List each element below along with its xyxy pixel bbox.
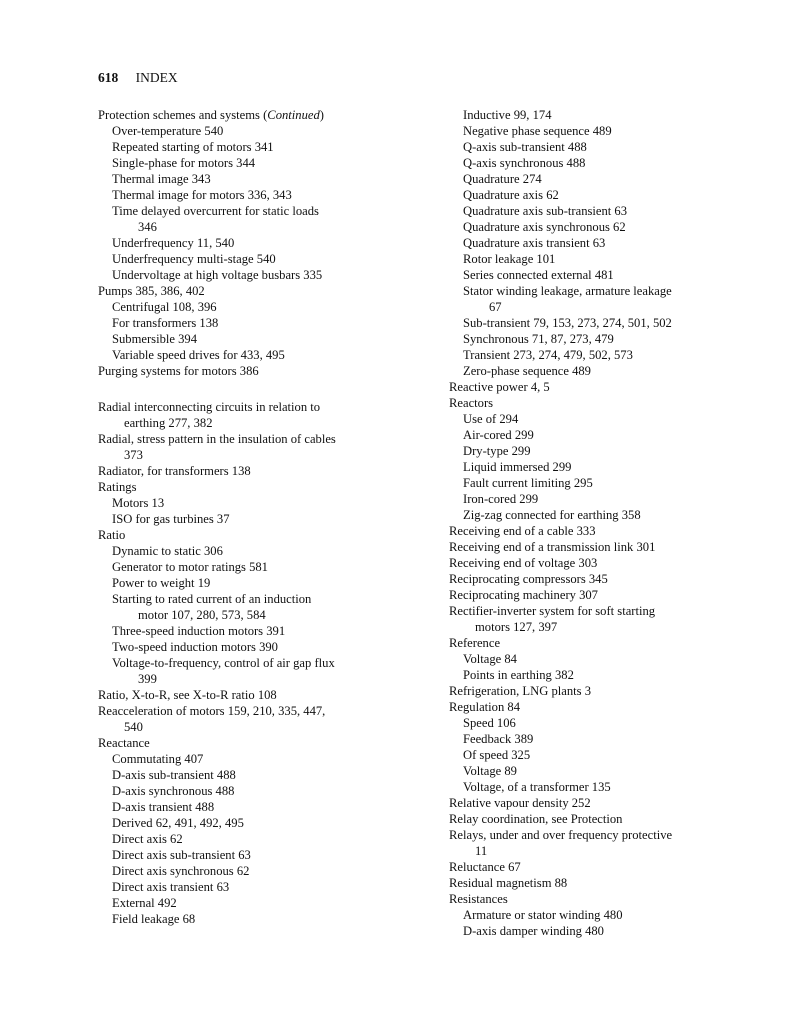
index-entry: Relays, under and over frequency protective xyxy=(449,828,673,842)
index-entry: Receiving end of a transmission link 301 xyxy=(449,540,656,554)
index-entry: Power to weight 19 xyxy=(112,576,211,590)
index-entry: Speed 106 xyxy=(463,716,516,730)
index-entry: Generator to motor ratings 581 xyxy=(112,560,268,574)
index-entry: For transformers 138 xyxy=(112,316,219,330)
index-entry: Reluctance 67 xyxy=(449,860,521,874)
index-entry: Direct axis sub-transient 63 xyxy=(112,848,251,862)
index-entry: Field leakage 68 xyxy=(112,912,196,926)
index-entry: Receiving end of voltage 303 xyxy=(449,556,598,570)
index-entry: Ratio xyxy=(98,528,126,542)
index-entry: Motors 13 xyxy=(112,496,165,510)
index-entry: 346 xyxy=(138,220,157,234)
index-entry: Fault current limiting 295 xyxy=(463,476,593,490)
index-entry: Two-speed induction motors 390 xyxy=(112,640,278,654)
index-entry: Rectifier-inverter system for soft starting xyxy=(449,604,656,618)
index-entry: Voltage-to-frequency, control of air gap flux xyxy=(112,656,335,670)
index-entry: D-axis damper winding 480 xyxy=(463,924,604,938)
index-entry: Resistances xyxy=(449,892,508,906)
index-entry: Series connected external 481 xyxy=(463,268,614,282)
index-entry: Reactors xyxy=(449,396,494,410)
index-entry: Direct axis 62 xyxy=(112,832,183,846)
index-entry: Regulation 84 xyxy=(449,700,521,714)
index-entry: Radiator, for transformers 138 xyxy=(98,464,251,478)
index-entry: Three-speed induction motors 391 xyxy=(112,624,286,638)
index-entry: 67 xyxy=(489,300,502,314)
index-entry: Reacceleration of motors 159, 210, 335, 447, xyxy=(98,704,326,718)
index-entry: 373 xyxy=(124,448,143,462)
index-entry: Underfrequency multi-stage 540 xyxy=(112,252,276,266)
index-entry: Relay coordination, see Protection xyxy=(449,812,623,826)
index-entry: External 492 xyxy=(112,896,177,910)
index-entry: Centrifugal 108, 396 xyxy=(112,300,217,314)
index-entry: Q-axis sub-transient 488 xyxy=(463,140,587,154)
index-entry: Thermal image for motors 336, 343 xyxy=(112,188,292,202)
index-entry: Reactance xyxy=(98,736,150,750)
index-entry: Stator winding leakage, armature leakage xyxy=(463,284,672,298)
index-entry: Submersible 394 xyxy=(112,332,198,346)
index-entry: 399 xyxy=(138,672,157,686)
index-entry: Armature or stator winding 480 xyxy=(463,908,623,922)
index-entry: 11 xyxy=(475,844,488,858)
index-entry: Zig-zag connected for earthing 358 xyxy=(463,508,641,522)
index-entry: Purging systems for motors 386 xyxy=(98,364,259,378)
index-entry: Derived 62, 491, 492, 495 xyxy=(112,816,244,830)
index-entry: Q-axis synchronous 488 xyxy=(463,156,586,170)
index-entry: Points in earthing 382 xyxy=(463,668,574,682)
index-entry: Voltage 84 xyxy=(463,652,517,666)
index-entry: Quadrature axis synchronous 62 xyxy=(463,220,626,234)
index-entry: Rotor leakage 101 xyxy=(463,252,556,266)
index-entry: Dynamic to static 306 xyxy=(112,544,223,558)
index-entry: Inductive 99, 174 xyxy=(463,108,552,122)
index-entry: D-axis transient 488 xyxy=(112,800,215,814)
index-entry: Refrigeration, LNG plants 3 xyxy=(449,684,591,698)
index-entry: Reciprocating machinery 307 xyxy=(449,588,598,602)
index-column-right xyxy=(449,107,749,939)
index-entry: earthing 277, 382 xyxy=(124,416,213,430)
index-entry: Relative vapour density 252 xyxy=(449,796,591,810)
index-entry: Use of 294 xyxy=(463,412,519,426)
page-title: INDEX xyxy=(135,70,178,85)
index-entry: Direct axis transient 63 xyxy=(112,880,230,894)
index-entry: Of speed 325 xyxy=(463,748,531,762)
index-entry: Sub-transient 79, 153, 273, 274, 501, 502 xyxy=(463,316,672,330)
index-gap xyxy=(98,379,438,399)
index-entry: Commutating 407 xyxy=(112,752,204,766)
index-entry: Quadrature axis sub-transient 63 xyxy=(463,204,628,218)
index-entry: Quadrature 274 xyxy=(463,172,542,186)
index-entry: Direct axis synchronous 62 xyxy=(112,864,250,878)
index-entry: Variable speed drives for 433, 495 xyxy=(112,348,285,362)
index-entry: Radial interconnecting circuits in relation to xyxy=(98,400,321,414)
index-column-left xyxy=(98,107,438,927)
index-entry: Liquid immersed 299 xyxy=(463,460,572,474)
index-entry: Dry-type 299 xyxy=(463,444,531,458)
index-entry: D-axis synchronous 488 xyxy=(112,784,235,798)
index-entry: Pumps 385, 386, 402 xyxy=(98,284,205,298)
index-entry: Undervoltage at high voltage busbars 335 xyxy=(112,268,323,282)
index-entry: Reference xyxy=(449,636,501,650)
index-entry: D-axis sub-transient 488 xyxy=(112,768,236,782)
page-number: 618 xyxy=(98,70,119,85)
index-entry: Ratings xyxy=(98,480,137,494)
index-entry: Thermal image 343 xyxy=(112,172,211,186)
index-entry: ISO for gas turbines 37 xyxy=(112,512,230,526)
index-entry: Reactive power 4, 5 xyxy=(449,380,550,394)
index-entry: Voltage, of a transformer 135 xyxy=(463,780,611,794)
index-entry: Receiving end of a cable 333 xyxy=(449,524,596,538)
page-header xyxy=(98,70,178,86)
index-entry: Protection schemes and systems (Continued) xyxy=(98,108,324,122)
index-entry: Zero-phase sequence 489 xyxy=(463,364,591,378)
index-entry: Quadrature axis transient 63 xyxy=(463,236,606,250)
index-entry: Residual magnetism 88 xyxy=(449,876,568,890)
index-entry: Reciprocating compressors 345 xyxy=(449,572,608,586)
index-entry: Quadrature axis 62 xyxy=(463,188,559,202)
index-entry: Time delayed overcurrent for static loads xyxy=(112,204,319,218)
index-entry: Voltage 89 xyxy=(463,764,517,778)
index-entry: Synchronous 71, 87, 273, 479 xyxy=(463,332,614,346)
index-entry: motor 107, 280, 573, 584 xyxy=(138,608,266,622)
index-entry: Repeated starting of motors 341 xyxy=(112,140,274,154)
index-entry: motors 127, 397 xyxy=(475,620,558,634)
index-entry: Air-cored 299 xyxy=(463,428,534,442)
index-entry: Underfrequency 11, 540 xyxy=(112,236,235,250)
index-entry: 540 xyxy=(124,720,143,734)
index-entry: Single-phase for motors 344 xyxy=(112,156,256,170)
index-entry: Ratio, X-to-R, see X-to-R ratio 108 xyxy=(98,688,277,702)
index-entry: Negative phase sequence 489 xyxy=(463,124,612,138)
index-entry: Over-temperature 540 xyxy=(112,124,224,138)
index-entry: Starting to rated current of an induction xyxy=(112,592,312,606)
index-entry: Transient 273, 274, 479, 502, 573 xyxy=(463,348,633,362)
index-entry: Radial, stress pattern in the insulation of cables xyxy=(98,432,336,446)
index-entry: Feedback 389 xyxy=(463,732,534,746)
index-entry: Iron-cored 299 xyxy=(463,492,539,506)
